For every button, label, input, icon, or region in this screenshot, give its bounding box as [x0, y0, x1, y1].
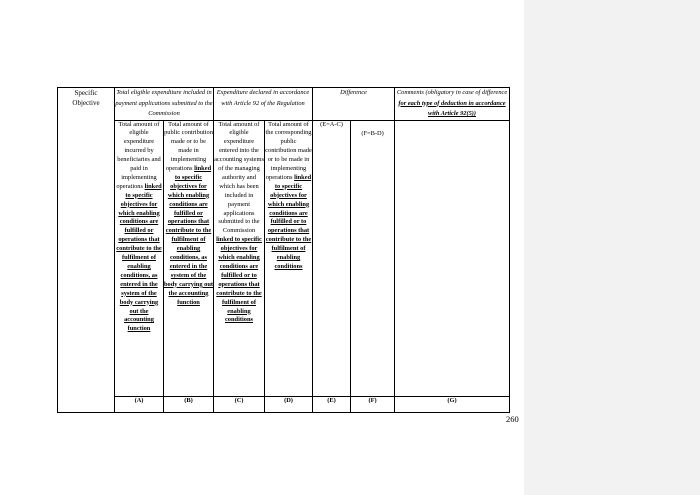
difference-header: Difference: [313, 88, 395, 121]
comments-header: [395, 88, 510, 121]
cell-c-text: Total amount of eligible expenditure entered into the accounting systems of the managing authority and which has been included in payment applications submitted to the Commission: [214, 120, 264, 235]
cell-e: (E=A-C): [313, 120, 351, 396]
cell-d-text: Total amount of the corresponding public contribution made or to be made in implementing operations: [265, 120, 312, 181]
column-label-row: [58, 396, 510, 412]
content-row: [58, 120, 510, 396]
label-c: (C): [214, 396, 265, 412]
cell-g: [395, 120, 510, 396]
label-e: (E): [313, 396, 351, 412]
cell-b-text: Total amount of public contribution made or to be made in implementing operations: [164, 120, 213, 173]
cell-c: [214, 120, 265, 396]
objective-line2: Objective: [72, 99, 100, 107]
header-row: [58, 88, 510, 121]
label-f: (F): [351, 396, 395, 412]
comment-panel: [524, 0, 700, 495]
expenditure-declared-header: Expenditure declared in accordance with Article 92 of the Regulation: [214, 88, 313, 121]
objective-line1: Specific: [74, 89, 98, 97]
comments-text: Comments (obligatory in case of difference: [396, 89, 508, 96]
cell-f: (F=B-D): [351, 120, 395, 396]
cell-a-underlined: linked to specific objectives for which enabling conditions are fulfilled or operations that contribute to the fulfilment of enabling conditions, as entered in the system of the body carrying out the accounting function: [116, 182, 162, 333]
label-g: (G): [395, 396, 510, 412]
cell-a-text: Total amount of eligible expenditure incurred by beneficiaries and paid in implementing operations: [116, 120, 161, 190]
comments-underlined: for each type of deduction in accordance with Article 92(5)): [398, 99, 506, 117]
cell-a: [115, 120, 164, 396]
expenditure-table: [57, 87, 510, 413]
cell-b-underlined: linked to specific objectives for which enabling conditions are fulfilled or operations that contribute to the fulfilment of enabling conditions, as entered in the system of the body carrying out the accounting function: [164, 165, 213, 306]
cell-d: [265, 120, 313, 396]
cell-b: [164, 120, 214, 396]
cell-c-underlined: linked to specific objectives for which enabling conditions are fulfilled or to operations that contribute to the fulfilment of enabling conditions: [216, 236, 262, 324]
specific-objective-header: [58, 88, 115, 413]
label-d: (D): [265, 396, 313, 412]
label-a: (A): [115, 396, 164, 412]
label-b: (B): [164, 396, 214, 412]
page-number: 260: [506, 414, 519, 424]
total-eligible-header: Total eligible expenditure included in payment applications submitted to the Commission: [115, 88, 214, 121]
cell-d-underlined: linked to specific objectives for which enabling conditions are fulfilled or to operations that contribute to the fulfilment of enabling conditions: [265, 173, 312, 270]
